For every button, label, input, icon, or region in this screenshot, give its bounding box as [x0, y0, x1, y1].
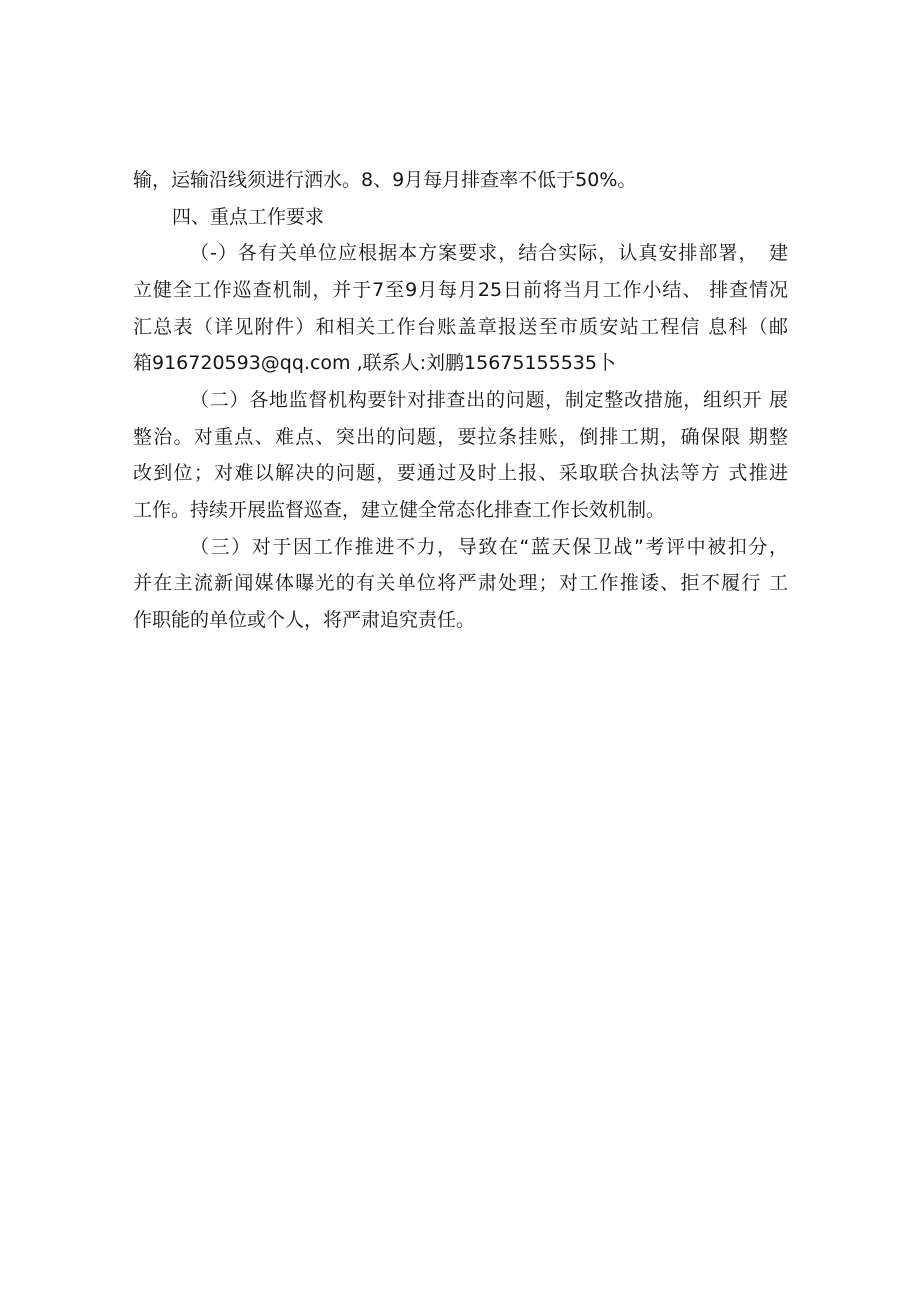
- paragraph-line: 输，运输沿线须进行洒水。8、9月每月排查率不低于50%。: [133, 169, 637, 191]
- paragraph-line: 汇总表（详见附件）和相关工作台账盖章报送至市质安站工程信 息科（邮: [133, 316, 788, 338]
- section-heading: 四、重点工作要求: [172, 206, 325, 228]
- paragraph-line: 改到位；对难以解决的问题，要通过及时上报、采取联合执法等方 式推进: [133, 462, 788, 484]
- paragraph-line: 整治。对重点、难点、突出的问题，要拉条挂账，倒排工期，确保限 期整: [133, 426, 788, 448]
- paragraph-line: 并在主流新闻媒体曝光的有关单位将严肃处理；对工作推诿、拒不履行 工: [133, 572, 788, 594]
- paragraph-line: 箱916720593@qq.com ,联系人:刘鹏15675155535卜: [133, 352, 616, 374]
- paragraph-line: 立健全工作巡查机制，并于7至9月每月25日前将当月工作小结、 排查情况: [133, 279, 788, 301]
- paragraph-line: 工作。持续开展监督巡查，建立健全常态化排查工作长效机制。: [133, 499, 666, 521]
- paragraph-line: （-）各有关单位应根据本方案要求，结合实际，认真安排部署， 建: [190, 242, 788, 264]
- paragraph-line: （二）各地监督机构要针对排查出的问题，制定整改措施，组织开 展: [190, 389, 788, 411]
- paragraph-line: （三）对于因工作推进不力，导致在“蓝天保卫战”考评中被扣分，: [190, 536, 788, 558]
- paragraph-line: 作职能的单位或个人，将严肃追究责任。: [133, 609, 476, 631]
